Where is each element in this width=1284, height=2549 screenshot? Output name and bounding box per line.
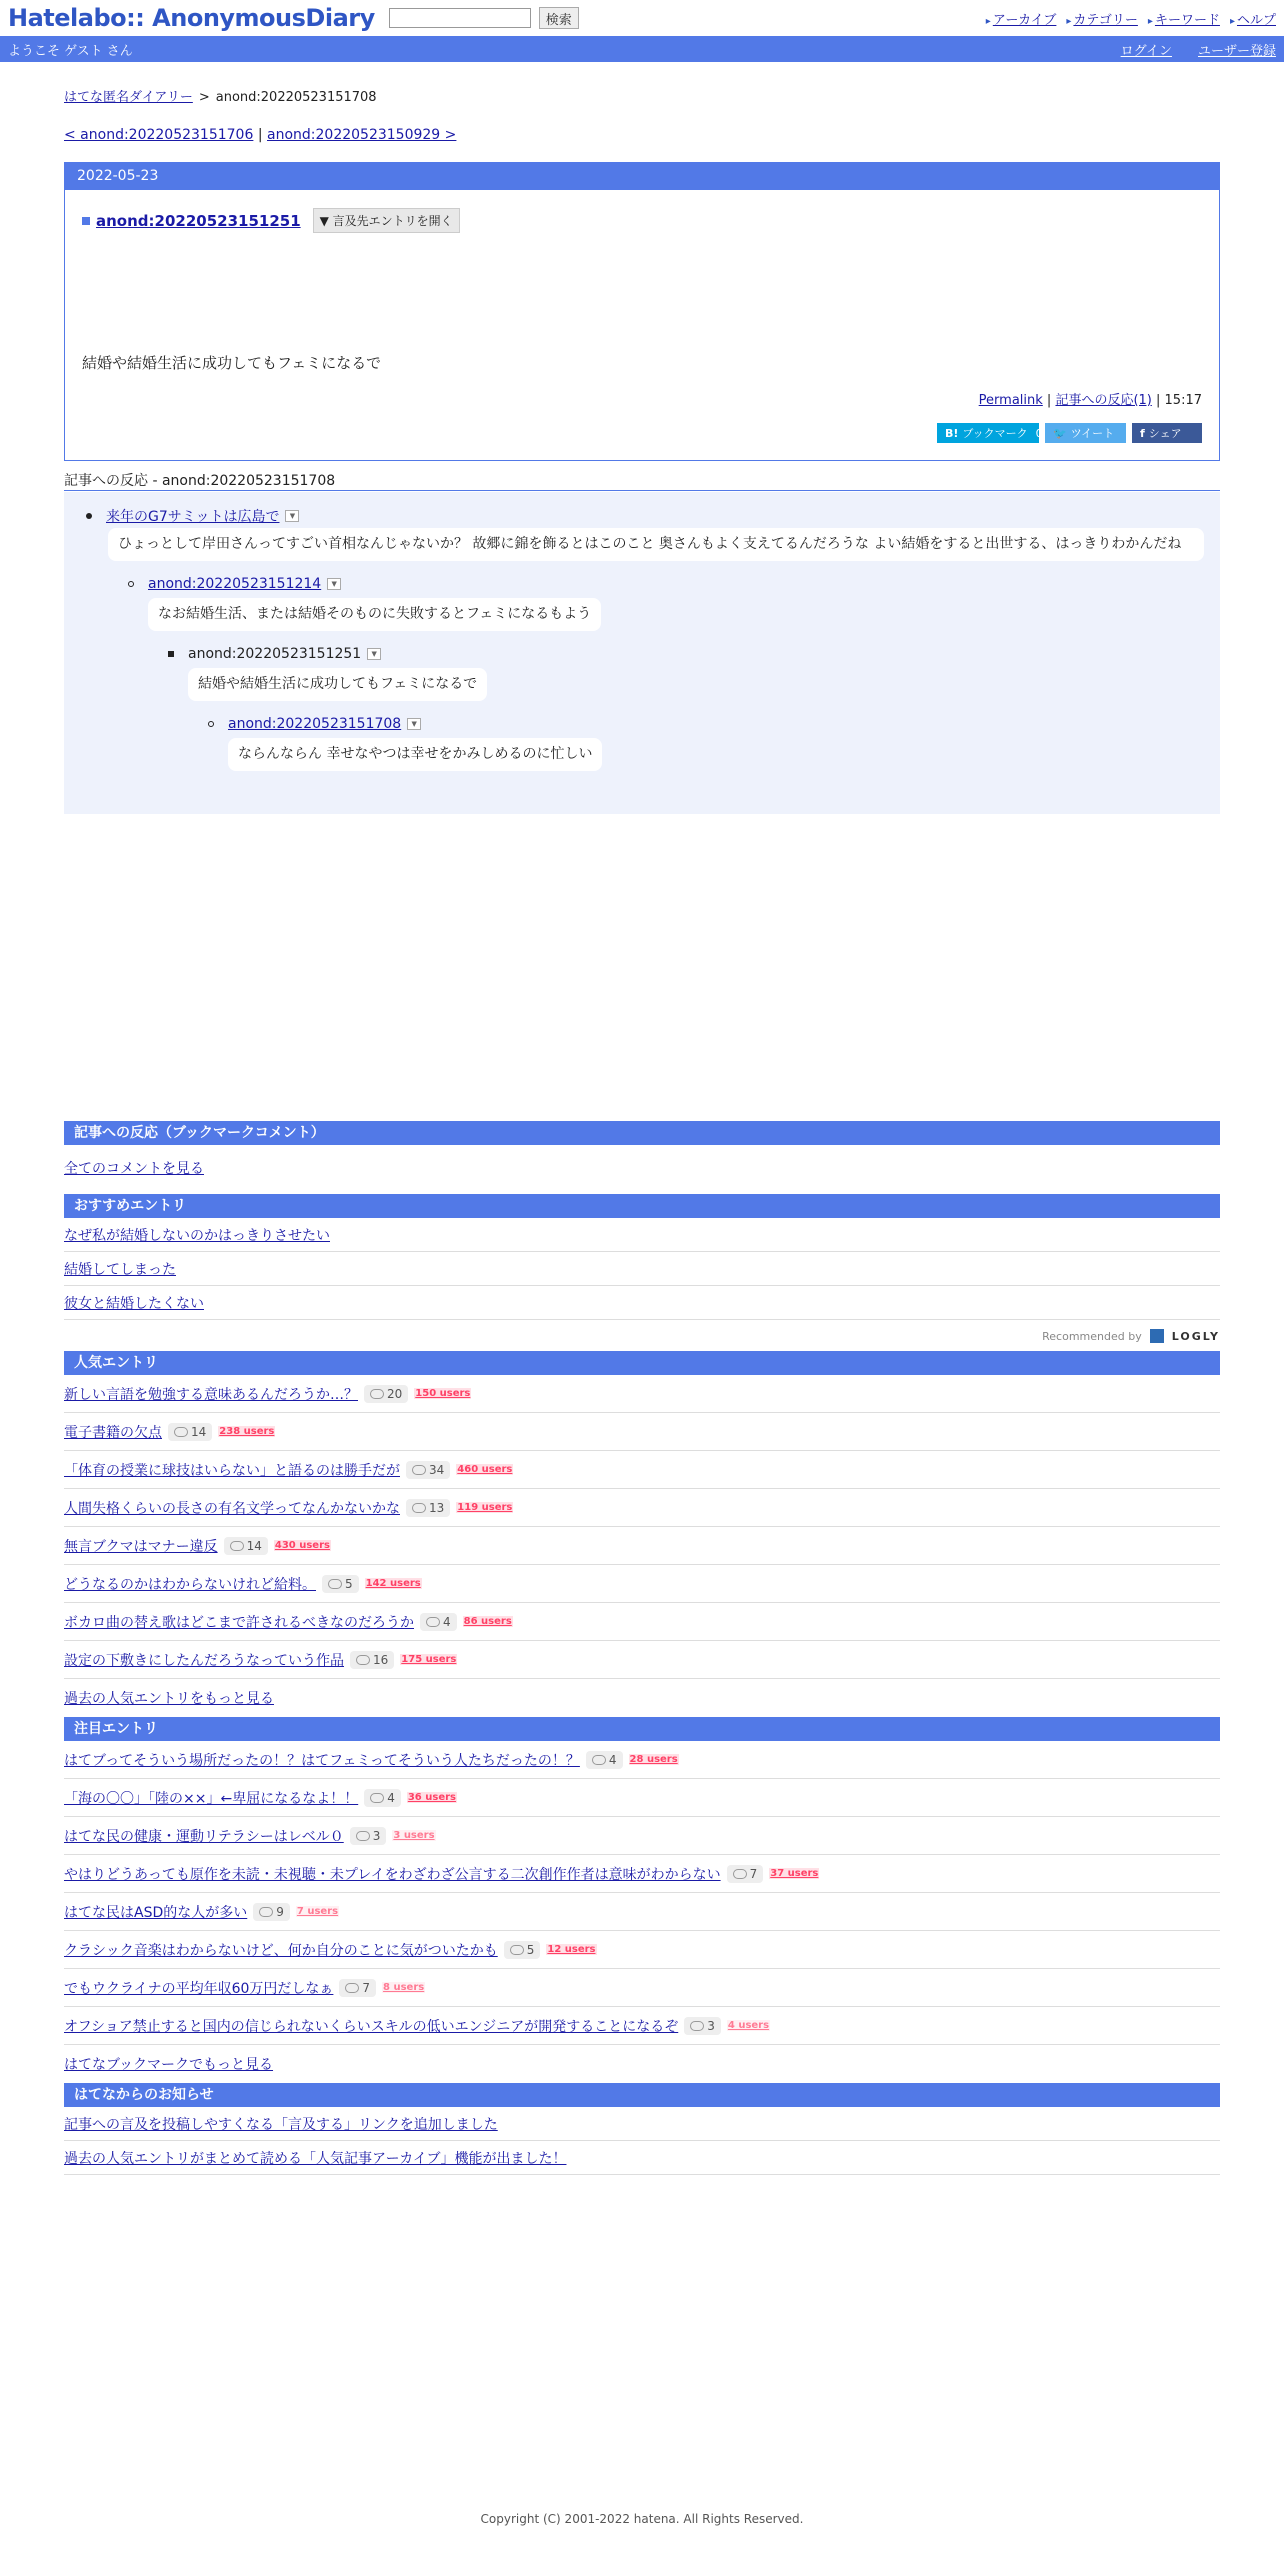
entry-row xyxy=(64,1565,1220,1603)
reaction-title-link[interactable]: anond:20220523151214 xyxy=(148,576,322,592)
entry-link[interactable]: ボカロ曲の替え歌はどこまで許されるべきなのだろうか xyxy=(64,1614,414,1631)
entry-link[interactable]: 人間失格くらいの長さの有名文学ってなんかないかな xyxy=(64,1500,400,1517)
bookmark-users-badge[interactable]: 3 users xyxy=(393,1830,435,1841)
user-bar xyxy=(0,36,1284,62)
login-link[interactable]: ログイン xyxy=(1120,43,1172,59)
entry-link[interactable]: やはりどうあっても原作を未読・未視聴・未プレイをわざわざ公言する二次創作作者は意味がわからない xyxy=(64,1866,721,1883)
day-date: 2022-05-23 xyxy=(65,163,1219,190)
reaction-body: ならんならん 幸せなやつは幸せをかみしめるのに忙しい xyxy=(228,738,602,771)
entry-link[interactable]: はてブってそういう場所だったの！？はてフェミってそういう人たちだったの！？ xyxy=(64,1752,580,1769)
bookmark-users-badge[interactable]: 28 users xyxy=(629,1754,678,1765)
search-button[interactable]: 検索 xyxy=(539,7,579,29)
top-bar xyxy=(0,0,1284,36)
divider xyxy=(64,490,1220,491)
reactions-title: 記事への反応 - anond:20220523151708 xyxy=(64,473,336,489)
pager: < anond:20220523151706 | anond:20220523150929 > xyxy=(64,127,457,143)
bookmark-users-badge[interactable]: 238 users xyxy=(219,1426,275,1437)
logly-credit xyxy=(64,1326,1220,1346)
bookmark-count: 0 xyxy=(1035,426,1043,440)
bookmark-users-badge[interactable]: 7 users xyxy=(296,1906,339,1917)
comment-count[interactable]: 7 xyxy=(727,1865,764,1883)
breadcrumb-home[interactable]: はてな匿名ダイアリー xyxy=(64,90,193,105)
reaction-title-link[interactable]: anond:20220523151708 xyxy=(228,716,402,732)
entry-link[interactable]: 「海の〇〇」「陸の××」←卑屈になるなよ！！ xyxy=(64,1790,359,1807)
entry-body: 結婚や結婚生活に成功してもフェミになるで xyxy=(82,354,382,372)
recommended-link[interactable]: 結婚してしまった xyxy=(64,1261,176,1278)
site-logo[interactable]: Hatelabo:: AnonymousDiary xyxy=(8,4,375,32)
comment-count[interactable]: 34 xyxy=(406,1461,450,1479)
facebook-share-button[interactable]: f シェア xyxy=(1132,423,1202,443)
news-link[interactable]: 過去の人気エントリがまとめて読める「人気記事アーカイブ」機能が出ました！ xyxy=(64,2150,567,2167)
square-icon xyxy=(82,217,90,225)
entry-link[interactable]: 「体育の授業に球技はいらない」と語るのは勝手だが xyxy=(64,1462,400,1479)
list-item xyxy=(64,1252,1220,1286)
comment-count[interactable]: 5 xyxy=(504,1941,541,1959)
diary-day xyxy=(64,162,1220,461)
comment-count[interactable]: 14 xyxy=(224,1537,268,1555)
reaction-item xyxy=(208,716,421,732)
comment-count[interactable]: 9 xyxy=(253,1903,290,1921)
news-link[interactable]: 記事への言及を投稿しやすくなる「言及する」リンクを追加しました xyxy=(64,2116,498,2133)
entry-row xyxy=(64,1893,1220,1931)
recommended-link[interactable]: 彼女と結婚したくない xyxy=(64,1295,204,1312)
reaction-item xyxy=(86,506,299,526)
all-comments-link[interactable]: 全てのコメントを見る xyxy=(64,1161,204,1177)
register-link[interactable]: ユーザー登録 xyxy=(1197,43,1276,59)
nav-keyword[interactable]: ▸ キーワード xyxy=(1148,9,1220,28)
entry-row xyxy=(64,1931,1220,1969)
hatena-b-icon: B! xyxy=(945,426,959,440)
bookmark-users-badge[interactable]: 430 users xyxy=(274,1540,330,1551)
comment-count[interactable]: 7 xyxy=(339,1979,376,1997)
more-row xyxy=(64,2045,1220,2083)
recommended-link[interactable]: なぜ私が結婚しないのかはっきりさせたい xyxy=(64,1227,330,1244)
comment-count[interactable]: 13 xyxy=(406,1499,450,1517)
list-item xyxy=(64,2107,1220,2141)
comment-count[interactable]: 20 xyxy=(364,1385,408,1403)
entry-row xyxy=(64,1969,1220,2007)
hatena-bookmark-button[interactable]: B! ブックマーク 0 xyxy=(937,423,1039,443)
next-entry-link[interactable]: anond:20220523150929 > xyxy=(267,127,457,143)
bookmark-users-badge[interactable]: 37 users xyxy=(770,1868,819,1879)
entry-link[interactable]: はてな民はASD的な人が多い xyxy=(64,1904,248,1921)
entry-link[interactable]: はてな民の健康・運動リテラシーはレベル０ xyxy=(64,1828,344,1845)
entry-title xyxy=(82,208,460,233)
entry-row xyxy=(64,1779,1220,1817)
entry-link[interactable]: オフショア禁止すると国内の信じられないくらいスキルの低いエンジニアが開発することになるぞ xyxy=(64,2018,679,2035)
search-input[interactable] xyxy=(389,8,531,28)
entry-row xyxy=(64,2007,1220,2045)
reactions-tree xyxy=(64,492,1220,814)
bookmark-users-badge[interactable]: 8 users xyxy=(383,1982,425,1993)
list-item xyxy=(64,2141,1220,2175)
nav-category[interactable]: ▸ カテゴリー xyxy=(1066,9,1138,28)
chevron-down-icon[interactable]: ▼ xyxy=(285,510,299,522)
bullet-icon xyxy=(86,513,92,519)
reaction-title-current: anond:20220523151251 xyxy=(188,646,362,662)
recommended-by-text: Recommended by xyxy=(1042,1329,1142,1343)
entry-link[interactable]: クラシック音楽はわからないけど、何か自分のことに気がついたかも xyxy=(64,1942,498,1959)
reaction-item xyxy=(168,646,381,662)
entry-row xyxy=(64,1817,1220,1855)
bookmark-comments-header: 記事への反応（ブックマークコメント） xyxy=(64,1121,1220,1145)
comment-count[interactable]: 4 xyxy=(364,1789,401,1807)
comment-count[interactable]: 14 xyxy=(168,1423,212,1441)
comment-count[interactable]: 4 xyxy=(420,1613,457,1631)
entry-title-link[interactable]: anond:20220523151251 xyxy=(96,211,301,230)
bookmark-users-badge[interactable]: 12 users xyxy=(547,1944,596,1955)
open-reference-button[interactable]: ▼ 言及先エントリを開く xyxy=(313,208,460,233)
comment-count[interactable]: 5 xyxy=(322,1575,359,1593)
twitter-icon: 🐦 xyxy=(1053,426,1067,440)
entry-time: 15:17 xyxy=(1164,393,1202,408)
permalink[interactable]: Permalink xyxy=(978,393,1043,408)
breadcrumb: はてな匿名ダイアリー > anond:20220523151708 xyxy=(64,90,377,105)
nav-archive[interactable]: ▸ アーカイブ xyxy=(986,9,1057,28)
copyright: Copyright (C) 2001-2022 hatena. All Rights Reserved. xyxy=(480,2512,804,2526)
more-link[interactable]: 過去の人気エントリをもっと見る xyxy=(64,1691,274,1707)
entry-link[interactable]: どうなるのかはわからないけれど給料。 xyxy=(64,1576,316,1593)
logly-logo-icon xyxy=(1150,1329,1164,1343)
more-link[interactable]: はてなブックマークでもっと見る xyxy=(64,2057,274,2073)
list-item xyxy=(64,1286,1220,1320)
comment-count[interactable]: 3 xyxy=(684,2017,721,2035)
breadcrumb-current: anond:20220523151708 xyxy=(215,90,377,105)
entry-row xyxy=(64,1641,1220,1679)
bullet-icon xyxy=(208,721,214,727)
chevron-down-icon[interactable]: ▼ xyxy=(327,578,341,590)
popular-header: 人気エントリ xyxy=(64,1351,1220,1375)
more-row xyxy=(64,1679,1220,1717)
reaction-item xyxy=(128,576,341,592)
welcome-text: ようこそ ゲスト さん xyxy=(8,43,133,59)
chevron-down-icon[interactable]: ▼ xyxy=(407,718,421,730)
bookmark-users-badge[interactable]: 36 users xyxy=(407,1792,456,1803)
bookmark-users-badge[interactable]: 460 users xyxy=(457,1464,513,1475)
chevron-down-icon[interactable]: ▼ xyxy=(367,648,381,660)
entry-link[interactable]: 設定の下敷きにしたんだろうなっていう作品 xyxy=(64,1652,344,1669)
entry-row xyxy=(64,1451,1220,1489)
comment-count[interactable]: 3 xyxy=(350,1827,387,1845)
entry-link[interactable]: 電子書籍の欠点 xyxy=(64,1424,162,1441)
entry-row xyxy=(64,1489,1220,1527)
bookmark-users-badge[interactable]: 86 users xyxy=(463,1616,512,1627)
reaction-body: 結婚や結婚生活に成功してもフェミになるで xyxy=(188,668,487,701)
entry-row xyxy=(64,1741,1220,1779)
logly-text[interactable]: LOGLY xyxy=(1171,1329,1220,1343)
entry-link[interactable]: 新しい言語を勉強する意味あるんだろうか…？ xyxy=(64,1386,358,1403)
entry-row xyxy=(64,1527,1220,1565)
comment-count[interactable]: 16 xyxy=(350,1651,394,1669)
entry-row xyxy=(64,1603,1220,1641)
prev-entry-link[interactable]: < anond:20220523151706 xyxy=(64,127,254,143)
entry-row xyxy=(64,1413,1220,1451)
entry-footer: Permalink | 記事への反応(1) | 15:17 xyxy=(978,393,1202,408)
reaction-title-link[interactable]: 来年のG7サミットは広島で xyxy=(106,509,280,525)
list-item xyxy=(64,1218,1220,1252)
top-nav xyxy=(986,9,1276,28)
facebook-icon: f xyxy=(1140,426,1145,440)
bookmark-users-badge[interactable]: 142 users xyxy=(365,1578,421,1589)
hot-header: 注目エントリ xyxy=(64,1717,1220,1741)
news-header: はてなからのお知らせ xyxy=(64,2083,1220,2107)
entry-link[interactable]: 無言ブクマはマナー違反 xyxy=(64,1538,218,1555)
bookmark-users-badge[interactable]: 119 users xyxy=(457,1502,513,1513)
tweet-button[interactable]: 🐦 ツイート xyxy=(1045,423,1126,443)
reaction-body: なお結婚生活、または結婚そのものに失敗するとフェミになるもよう xyxy=(148,598,601,631)
entry-link[interactable]: でもウクライナの平均年収60万円だしなぁ xyxy=(64,1980,334,1997)
bookmark-users-badge[interactable]: 175 users xyxy=(401,1654,457,1665)
reaction-body: ひょっとして岸田さんってすごい首相なんじゃないか？ 故郷に錦を飾るとはこのこと 奥さんもよく支えてるんだろうな よい結婚をすると出世する、はっきりわかんだね xyxy=(108,528,1204,561)
share-buttons xyxy=(937,423,1202,443)
entry-row xyxy=(64,1855,1220,1893)
reactions-link[interactable]: 記事への反応(1) xyxy=(1055,393,1152,408)
bullet-icon xyxy=(168,651,174,657)
bookmark-users-badge[interactable]: 150 users xyxy=(415,1388,471,1399)
recommended-header: おすすめエントリ xyxy=(64,1194,1220,1218)
comment-count[interactable]: 4 xyxy=(586,1751,623,1769)
all-comments-row xyxy=(64,1154,1220,1182)
nav-help[interactable]: ▸ ヘルプ xyxy=(1230,9,1276,28)
bookmark-users-badge[interactable]: 4 users xyxy=(727,2020,770,2031)
bullet-icon xyxy=(128,581,134,587)
entry-row xyxy=(64,1375,1220,1413)
